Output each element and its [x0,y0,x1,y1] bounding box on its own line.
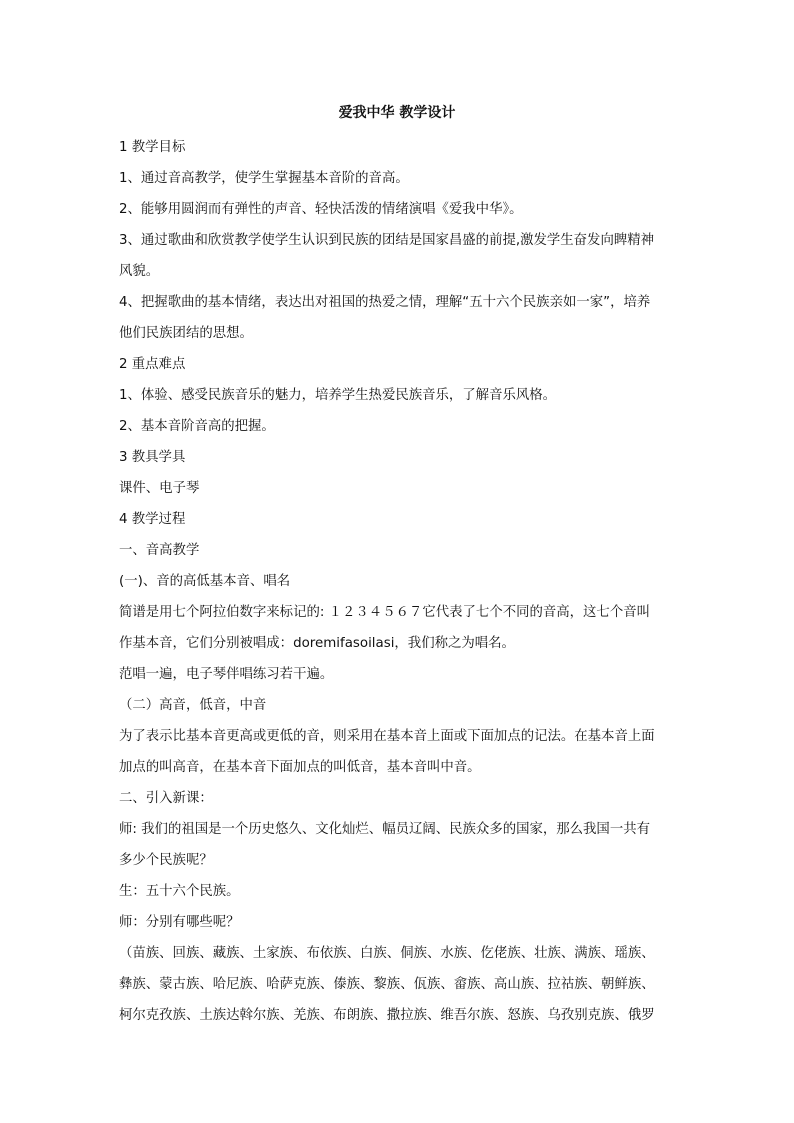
paragraph-line: 1、通过音高教学，使学生掌握基本音阶的音高。 [119,171,409,186]
paragraph-line: 1、体验、感受民族音乐的魅力，培养学生热爱民族音乐，了解音乐风格。 [119,388,557,403]
section-heading-key-points: 2 重点难点 [119,357,186,372]
subsection-heading: 二、引入新课： [119,791,213,806]
document-body [119,132,679,1031]
document-title: 爱我中华 教学设计 [338,105,456,121]
paragraph-line: 他们民族团结的思想。 [119,326,253,341]
paragraph-line: 多少个民族呢？ [119,853,213,868]
section-heading-teaching-aids: 3 教具学具 [119,450,186,465]
subsection-heading: 一、音高教学 [119,543,200,558]
paragraph-line: （苗族、回族、藏族、土家族、布依族、白族、侗族、水族、仡佬族、壮族、满族、瑶族、 [119,946,655,961]
paragraph-line: 课件、电子琴 [119,481,200,496]
subsection-heading: (一)、音的高低基本音、唱名 [119,574,291,589]
paragraph-line: 生：五十六个民族。 [119,884,240,899]
subsection-heading: （二）高音，低音，中音 [119,698,267,713]
paragraph-line: 师：分别有哪些呢？ [119,915,240,930]
paragraph-line: 彝族、蒙古族、哈尼族、哈萨克族、傣族、黎族、佤族、畲族、高山族、拉祜族、朝鲜族、 [119,977,655,992]
paragraph-line: 师: 我们的祖国是一个历史悠久、文化灿烂、幅员辽阔、民族众多的国家，那么我国一共有 [119,822,650,837]
paragraph-line: 风貌。 [119,264,160,279]
paragraph-line: 作基本音，它们分别被唱成：doremifasoilasi，我们称之为唱名。 [119,636,515,651]
paragraph-line: 简谱是用七个阿拉伯数字来标记的: １２３４５６７它代表了七个不同的音高，这七个音叫 [119,605,650,620]
paragraph-line: 2、基本音阶音高的把握。 [119,419,275,434]
section-heading-objectives: 1 教学目标 [119,140,186,155]
paragraph-line: 3、通过歌曲和欣赏教学使学生认识到民族的团结是国家昌盛的前提,激发学生奋发向睥精神 [119,233,655,248]
paragraph-line: 为了表示比基本音更高或更低的音，则采用在基本音上面或下面加点的记法。在基本音上面 [119,729,655,744]
paragraph-line: 4、把握歌曲的基本情绪，表达出对祖国的热爱之情，理解“五十六个民族亲如一家”，培养 [119,295,651,310]
paragraph-line: 柯尔克孜族、土族达斡尔族、羌族、布朗族、撒拉族、维吾尔族、怒族、乌孜别克族、俄罗 [119,1008,655,1023]
paragraph-line: 范唱一遍，电子琴伴唱练习若干遍。 [119,667,334,682]
paragraph-line: 2、能够用圆润而有弹性的声音、轻快活泼的情绪演唱《爱我中华》。 [119,202,523,217]
paragraph-line: 加点的叫高音，在基本音下面加点的叫低音，基本音叫中音。 [119,760,481,775]
section-heading-teaching-process: 4 教学过程 [119,512,186,527]
